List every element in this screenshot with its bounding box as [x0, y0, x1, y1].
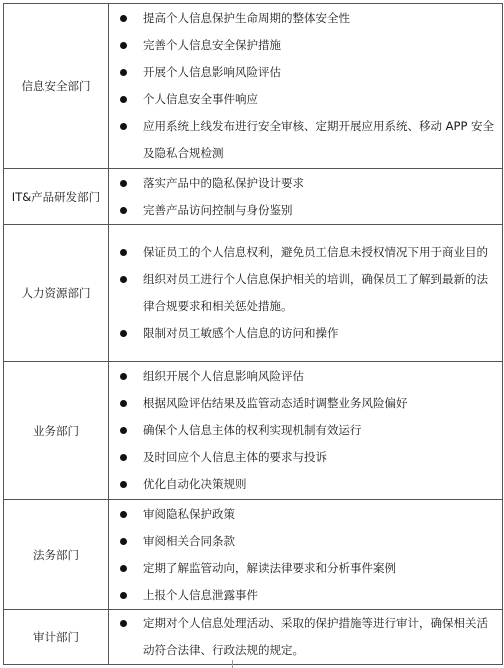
- responsibilities-cell: [109, 362, 503, 500]
- bullet-icon: [120, 511, 127, 518]
- item-text: 定期对个人信息处理活动、采取的保护措施等进行审计，确保相关活动符合法律、行政法规的规定。: [143, 616, 488, 657]
- list-item: [119, 582, 496, 609]
- department-cell: 审计部门: [4, 610, 109, 665]
- item-text: 根据风险评估结果及监管动态适时调整业务风险偏好: [143, 396, 408, 410]
- item-text: 组织开展个人信息影响风险评估: [143, 369, 304, 383]
- bullet-icon: [120, 123, 127, 130]
- responsibility-list: [119, 363, 496, 498]
- list-item: [119, 417, 496, 444]
- responsibilities-cell: [109, 610, 503, 665]
- bullet-icon: [120, 249, 127, 256]
- table-row: [4, 362, 503, 500]
- item-text: 开展个人信息影响风险评估: [143, 65, 281, 79]
- list-item: [119, 363, 496, 390]
- list-item: [119, 32, 496, 59]
- item-text: 限制对员工敏感个人信息的访问和操作: [143, 326, 339, 340]
- responsibility-table: [3, 3, 503, 665]
- responsibilities-cell: [109, 500, 503, 610]
- page-edge-line: [232, 660, 273, 668]
- item-text: 审阅隐私保护政策: [143, 506, 235, 521]
- list-item: [119, 5, 496, 32]
- bullet-icon: [120, 620, 127, 627]
- item-text: 组织对员工进行个人信息保护相关的培训，确保员工了解到最新的法律合规要求和相关惩处措施。: [143, 272, 488, 313]
- bullet-icon: [120, 592, 127, 599]
- bullet-icon: [120, 96, 127, 103]
- bullet-icon: [120, 180, 127, 187]
- bullet-icon: [120, 373, 127, 380]
- list-item: [119, 86, 496, 113]
- bullet-icon: [120, 207, 127, 214]
- list-item: [119, 555, 496, 582]
- responsibility-list: [119, 239, 496, 347]
- bullet-icon: [120, 427, 127, 434]
- item-text: 落实产品中的隐私保护设计要求: [143, 175, 304, 190]
- list-item: [119, 59, 496, 86]
- bullet-icon: [120, 15, 127, 22]
- responsibilities-cell: [109, 169, 503, 225]
- bullet-icon: [120, 565, 127, 572]
- bullet-icon: [120, 276, 127, 283]
- responsibility-list: [119, 170, 496, 224]
- bullet-icon: [120, 330, 127, 337]
- department-cell: 信息安全部门: [4, 4, 109, 169]
- table-row: [4, 500, 503, 610]
- list-item: [119, 266, 496, 320]
- bullet-icon: [120, 42, 127, 49]
- responsibilities-cell: [109, 4, 503, 169]
- responsibility-list: [119, 610, 496, 664]
- responsibility-list: [119, 501, 496, 609]
- item-text: 应用系统上线发布进行安全审核、定期开展应用系统、移动 APP 安全及隐私合规检测: [143, 119, 495, 160]
- list-item: [119, 320, 496, 347]
- responsibility-list: [119, 5, 496, 167]
- list-item: [119, 239, 496, 266]
- table-row: [4, 169, 503, 225]
- item-text: 上报个人信息泄露事件: [143, 587, 258, 602]
- item-text: 完善产品访问控制与身份鉴别: [143, 202, 293, 217]
- table-row: [4, 225, 503, 362]
- list-item: [119, 197, 496, 224]
- list-item: [119, 610, 496, 664]
- table-body: [4, 4, 503, 665]
- department-cell: 人力资源部门: [4, 225, 109, 362]
- list-item: [119, 444, 496, 471]
- bullet-icon: [120, 538, 127, 545]
- item-text: 个人信息安全事件响应: [143, 92, 258, 106]
- department-cell: 业务部门: [4, 362, 109, 500]
- list-item: [119, 528, 496, 555]
- responsibilities-cell: [109, 225, 503, 362]
- item-text: 及时回应个人信息主体的要求与投诉: [143, 450, 327, 464]
- table-row: [4, 4, 503, 169]
- table-row: [4, 610, 503, 665]
- list-item: [119, 113, 496, 167]
- list-item: [119, 471, 496, 498]
- item-text: 确保个人信息主体的权利实现机制有效运行: [143, 423, 362, 437]
- department-cell: IT&产品研发部门: [4, 169, 109, 225]
- list-item: [119, 170, 496, 197]
- bullet-icon: [120, 454, 127, 461]
- list-item: [119, 390, 496, 417]
- bullet-icon: [120, 481, 127, 488]
- department-cell: 法务部门: [4, 500, 109, 610]
- item-text: 优化自动化决策规则: [143, 477, 247, 491]
- item-text: 提高个人信息保护生命周期的整体安全性: [143, 11, 350, 25]
- item-text: 定期了解监管动向，解读法律要求和分析事件案例: [143, 560, 396, 575]
- bullet-icon: [120, 69, 127, 76]
- item-text: 保证员工的个人信息权利，避免员工信息未授权情况下用于商业目的: [143, 245, 488, 259]
- item-text: 审阅相关合同条款: [143, 533, 235, 548]
- item-text: 完善个人信息安全保护措施: [143, 38, 281, 52]
- list-item: [119, 501, 496, 528]
- bullet-icon: [120, 400, 127, 407]
